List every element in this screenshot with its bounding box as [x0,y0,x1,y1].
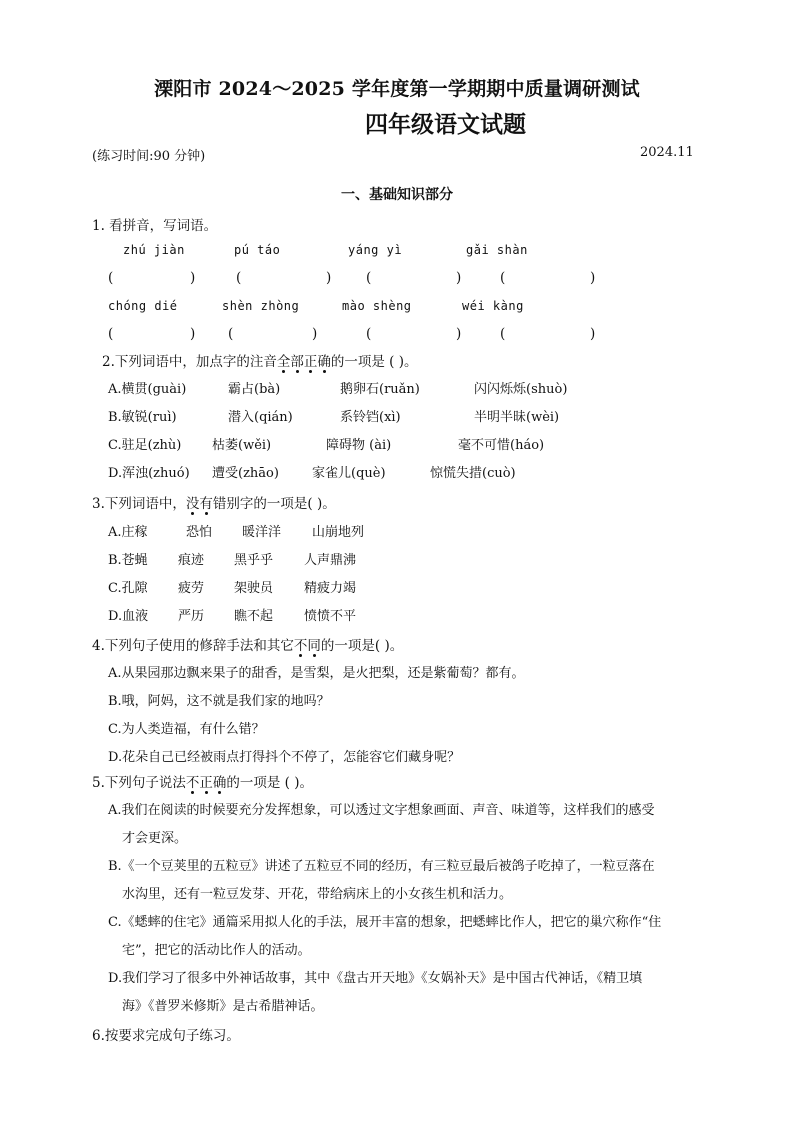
option-item: 鹅卵石(ruǎn) [340,382,420,397]
option-item: C.为人类造福，有什么错？ [108,722,265,737]
pinyin-item: chóng dié [108,299,178,313]
option-item: C.孔隙 [108,581,148,596]
question-1-stem: 1. 看拼音，写词语。 [92,218,218,234]
emphasis-char: 同 [307,634,321,654]
pinyin-item: wéi kàng [462,299,524,313]
exam-title: 溧阳市 2024～2025 学年度第一学期期中质量调研测试 [154,78,640,100]
option-item: 疲劳 [178,581,205,596]
answer-paren-close: ) [456,326,462,342]
option-item: 枯萎(wěi) [212,438,272,453]
answer-paren-open: ( [228,326,234,342]
pinyin-item: yáng yì [348,243,403,257]
option-item: 严历 [178,609,205,624]
emphasis-char: 正 [304,350,318,370]
option-item: 愤愤不平 [304,609,357,624]
answer-paren-close: ) [456,270,462,286]
option-item: D.浑浊(zhuó) [108,466,190,481]
answer-paren-open: ( [108,326,114,342]
answer-paren-close: ) [326,270,332,286]
emphasized-words [186,496,213,512]
option-item: 障碍物 (ài) [326,438,392,453]
section-heading: 一、基础知识部分 [341,187,453,203]
stem-text: 5.下列句子说法 [92,775,186,791]
exam-date: 2024.11 [640,145,694,160]
pinyin-item: gǎi shàn [466,243,528,257]
option-line: B.《一个豆荚里的五粒豆》讲述了五粒豆不同的经历，有三粒豆最后被鸽子吃掉了，一粒豆落在 [108,859,655,874]
option-line: C.《蟋蟀的住宅》通篇采用拟人化的手法，展开丰富的想象，把蟋蟀比作人，把它的巢穴称作“住 [108,915,662,930]
answer-paren-open: ( [500,326,506,342]
stem-text: 的一项是( )。 [320,638,404,654]
pinyin-item: mào shèng [342,299,412,313]
option-item: A.庄稼 [108,525,148,540]
emphasis-char: 确 [213,771,227,791]
question-5-stem [92,771,313,791]
answer-paren-open: ( [366,270,372,286]
emphasis-char: 不 [294,634,308,654]
option-item: 潜入(qián) [228,410,293,425]
option-item: 黑乎乎 [234,553,274,568]
option-item: 遭受(zhāo) [212,466,279,481]
stem-text: 3.下列词语中， [92,496,186,512]
question-3-stem [92,492,336,512]
pinyin-item: shèn zhòng [222,299,300,313]
option-line: 海》《普罗米修斯》是古希腊神话。 [122,999,324,1014]
emphasized-words [294,638,321,654]
emphasis-char: 正 [199,771,213,791]
emphasized-words [277,354,331,370]
question-6-stem: 6.按要求完成句子练习。 [92,1028,240,1044]
answer-paren-close: ) [190,326,196,342]
option-item: 瞧不起 [234,609,274,624]
option-item: D.血液 [108,609,149,624]
option-item: A.横贯(guài) [108,382,187,397]
pinyin-item: zhú jiàn [123,243,185,257]
option-line: 才会更深。 [122,831,188,846]
emphasis-char: 确 [317,350,331,370]
emphasis-char: 全 [277,350,291,370]
option-line: A.我们在阅读的时候要充分发挥想象，可以透过文字想象画面、声音、味道等，这样我们的感受 [108,803,655,818]
exam-time: (练习时间:90 分钟) [92,149,206,164]
exam-subtitle: 四年级语文试题 [365,111,526,138]
option-item: 闪闪烁烁(shuò) [474,382,568,397]
answer-paren-open: ( [236,270,242,286]
option-item: 家雀儿(què) [312,466,386,481]
option-line: 宅”，把它的活动比作人的活动。 [122,943,311,958]
option-item: B.哦，阿妈，这不就是我们家的地吗？ [108,694,330,709]
option-item: 痕迹 [178,553,205,568]
emphasized-words [186,775,227,791]
option-item: 恐怕 [186,525,213,540]
stem-text: 4.下列句子使用的修辞手法和其它 [92,638,294,654]
emphasis-char: 没 [186,492,200,512]
emphasis-char: 部 [290,350,304,370]
option-item: 精疲力竭 [304,581,357,596]
answer-paren-close: ) [312,326,318,342]
option-item: 暖洋洋 [242,525,282,540]
question-2-stem [102,350,418,370]
answer-paren-close: ) [590,270,596,286]
option-item: 架驶员 [234,581,274,596]
option-item: 山崩地列 [312,525,365,540]
option-item: 惊慌失措(cuò) [430,466,516,481]
option-item: 半明半昧(wèi) [474,410,560,425]
option-item: 毫不可惜(háo) [458,438,545,453]
answer-paren-open: ( [500,270,506,286]
option-item: B.苍蝇 [108,553,148,568]
option-line: D.我们学习了很多中外神话故事，其中《盘古开天地》《女娲补天》是中国古代神话，《精卫填 [108,971,643,986]
option-line: 水沟里，还有一粒豆发芽、开花，带给病床上的小女孩生机和活力。 [122,887,513,902]
emphasis-char: 不 [186,771,200,791]
option-item: B.敏锐(ruì) [108,410,177,425]
question-4-stem [92,634,403,654]
option-item: A.从果园那边飘来果子的甜香，是雪梨，是火把梨，还是紫葡萄？都有。 [108,666,525,681]
option-item: 霸占(bà) [228,382,281,397]
stem-text: 错别字的一项是( )。 [212,496,336,512]
stem-text: 的一项是 ( )。 [226,775,314,791]
answer-paren-open: ( [366,326,372,342]
answer-paren-close: ) [590,326,596,342]
stem-text: 的一项是 ( )。 [330,354,418,370]
stem-text: 2.下列词语中，加点字的注音 [102,354,277,370]
answer-paren-open: ( [108,270,114,286]
option-item: D.花朵自己已经被雨点打得抖个不停了，怎能容它们藏身呢？ [108,750,461,765]
emphasis-char: 有 [199,492,213,512]
pinyin-item: pú táo [234,243,281,257]
option-item: C.驻足(zhù) [108,438,182,453]
answer-paren-close: ) [190,270,196,286]
option-item: 人声鼎沸 [304,553,357,568]
option-item: 系铃铛(xì) [340,410,401,425]
